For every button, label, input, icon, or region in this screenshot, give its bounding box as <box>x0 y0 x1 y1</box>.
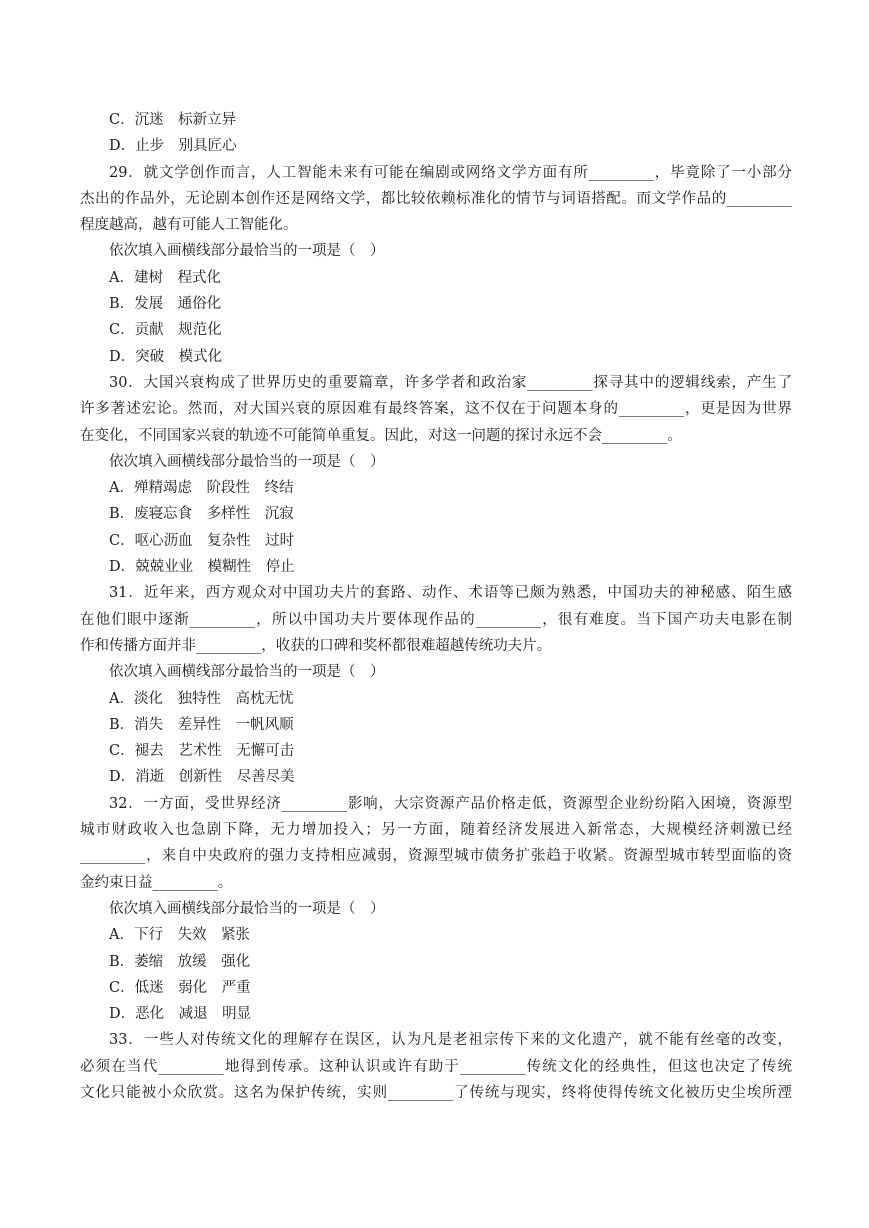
question-29-option-b: B．发展 通俗化 <box>109 296 222 313</box>
question-29-option-c: C．贡献 规范化 <box>109 322 222 339</box>
stem-line: 在变化，不同国家兴衰的轨迹不可能简单重复。因此，对这一问题的探讨永远不会_________。 <box>80 427 682 444</box>
stem-line: 30．大国兴衰构成了世界历史的重要篇章，许多学者和政治家_________探寻其中的逻辑线索，产生了 <box>109 374 792 391</box>
stem-line: 在他们眼中逐渐_________，所以中国功夫片要体现作品的_________，很有难度。当下国产功夫电影在制 <box>80 611 792 628</box>
stem-line: 许多著述宏论。然而，对大国兴衰的原因难有最终答案，这不仅在于问题本身的_________，更是因为世界 <box>80 401 792 418</box>
question-31-option-b: B．消失 差异性 一帆风顺 <box>109 716 294 733</box>
stem-line: 金约束日益_________。 <box>80 874 233 891</box>
question-32-prompt: 依次填入画横线部分最恰当的一项是（ ） <box>109 900 385 917</box>
question-30-option-d: D．兢兢业业 模糊性 停止 <box>109 559 295 576</box>
stem-line: 程度越高，越有可能人工智能化。 <box>80 217 298 234</box>
stem-line: 33．一些人对传统文化的理解存在误区，认为凡是老祖宗传下来的文化遗产，就不能有丝毫的改变， <box>109 1032 792 1049</box>
question-29-option-a: A．建树 程式化 <box>109 269 221 286</box>
question-29-option-d: D．突破 模式化 <box>109 348 223 365</box>
stem-line: _________，来自中央政府的强力支持相应减弱，资源型城市债务扩张趋于收紧。资源型城市转型面临的资 <box>80 848 792 865</box>
stem-line: 32．一方面，受世界经济_________影响，大宗资源产品价格走低，资源型企业纷纷陷入困境，资源型 <box>109 795 792 812</box>
question-30-option-a: A．殚精竭虑 阶段性 终结 <box>109 480 294 497</box>
exam-content <box>80 107 792 1106</box>
question-30-stem <box>80 370 792 449</box>
stem-line: 31．近年来，西方观众对中国功夫片的套路、动作、术语等已颇为熟悉，中国功夫的神秘感、陌生感 <box>109 585 792 602</box>
question-29-stem <box>80 160 792 239</box>
question-32-stem <box>80 791 792 896</box>
stem-line: 杰出的作品外，无论剧本创作还是网络文学，都比较依赖标准化的情节与词语搭配。而文学作品的_________ <box>80 190 792 207</box>
stem-line: 文化只能被小众欣赏。这名为保护传统，实则_________了传统与现实，终将使得传统文化被历史尘埃所湮 <box>80 1084 792 1101</box>
question-32-option-a: A．下行 失效 紧张 <box>109 927 250 944</box>
option-line: C．沉迷 标新立异 <box>109 112 237 128</box>
question-30-option-c: C．呕心沥血 复杂性 过时 <box>109 532 295 549</box>
question-31-option-d: D．消逝 创新性 尽善尽美 <box>109 769 295 786</box>
question-30-prompt: 依次填入画横线部分最恰当的一项是（ ） <box>109 453 385 470</box>
stem-line: 必须在当代_________地得到传承。这种认识或许有助于_________传统文化的经典性，但这也决定了传统 <box>80 1058 792 1075</box>
question-33-stem <box>80 1027 792 1106</box>
question-31-prompt: 依次填入画横线部分最恰当的一项是（ ） <box>109 664 385 681</box>
stem-line: 城市财政收入也急剧下降，无力增加投入；另一方面，随着经济发展进入新常态，大规模经济刺激已经 <box>80 822 792 839</box>
stem-line: 29．就文学创作而言，人工智能未来有可能在编剧或网络文学方面有所_________，毕竟除了一小部分 <box>109 164 792 181</box>
question-31-option-c: C．褪去 艺术性 无懈可击 <box>109 743 295 760</box>
stem-line: 作和传播方面并非_________，收获的口碑和奖杯都很难超越传统功夫片。 <box>80 637 552 654</box>
question-30-option-b: B．废寝忘食 多样性 沉寂 <box>109 506 294 523</box>
question-31-option-a: A．淡化 独特性 高枕无忧 <box>109 690 294 707</box>
option-line: D．止步 别具匠心 <box>109 138 237 155</box>
question-32-option-b: B．萎缩 放缓 强化 <box>109 953 251 970</box>
question-31-stem <box>80 580 792 659</box>
question-29-prompt: 依次填入画横线部分最恰当的一项是（ ） <box>109 243 385 260</box>
question-32-option-d: D．恶化 减退 明显 <box>109 1006 252 1023</box>
question-32-option-c: C．低迷 弱化 严重 <box>109 979 251 996</box>
